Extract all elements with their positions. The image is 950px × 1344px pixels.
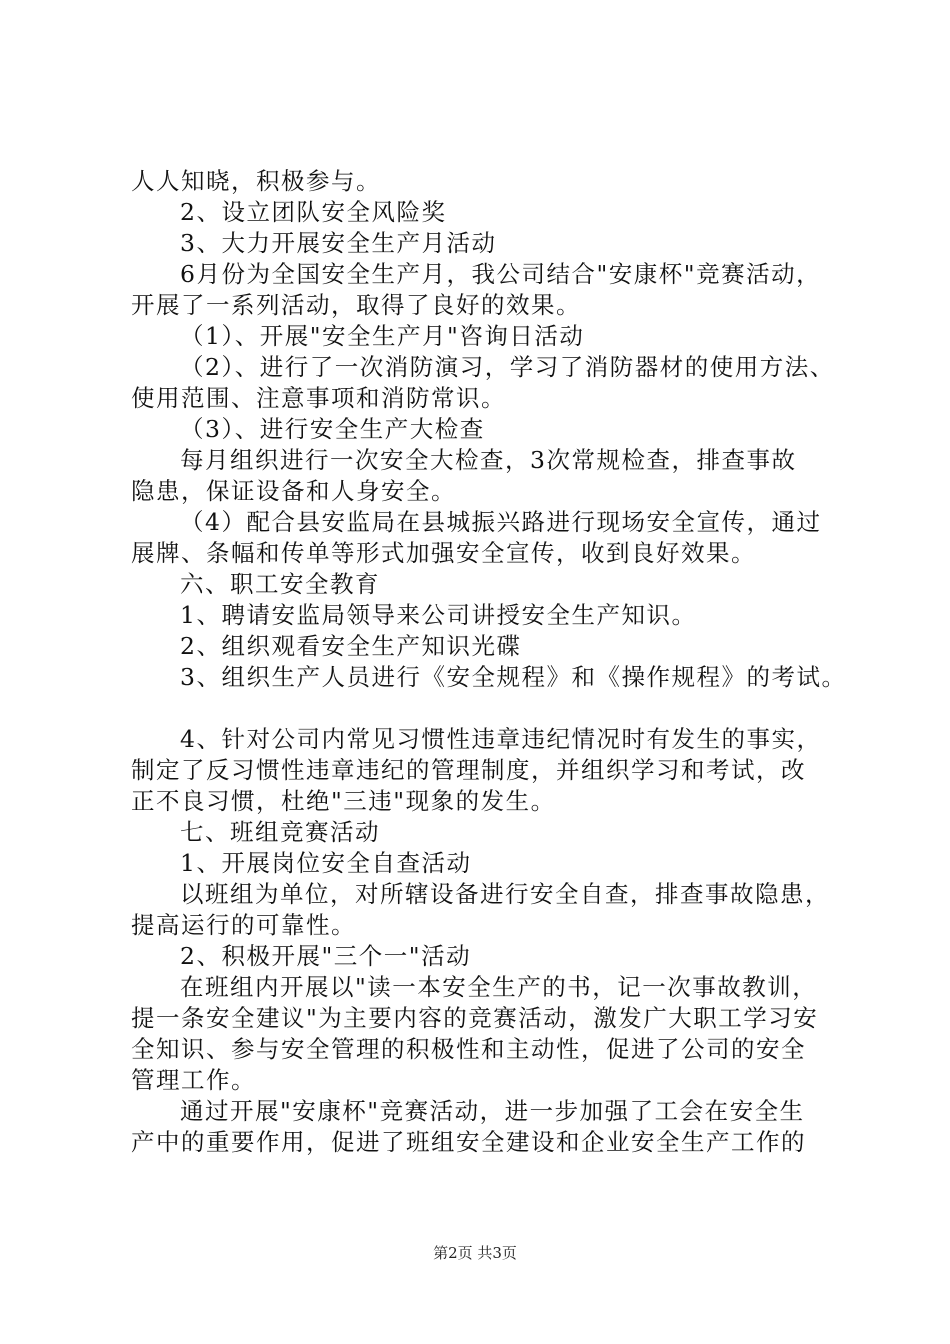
section-heading: 六、职工安全教育 xyxy=(180,570,380,598)
paragraph-line: 使用范围、注意事项和消防常识。 xyxy=(131,384,506,412)
paragraph-line: 人人知晓，积极参与。 xyxy=(131,167,381,195)
paragraph-line: 开展了一系列活动，取得了良好的效果。 xyxy=(131,291,581,319)
paragraph-line: （4）配合县安监局在县城振兴路进行现场安全宣传，通过 xyxy=(180,508,822,536)
paragraph-line: 2、设立团队安全风险奖 xyxy=(180,198,447,226)
paragraph-line: 在班组内开展以"读一本安全生产的书，记一次事故教训， xyxy=(180,973,818,1001)
paragraph-line: 2、积极开展"三个一"活动 xyxy=(180,942,472,970)
paragraph-line: 4、针对公司内常见习惯性违章违纪情况时有发生的事实， xyxy=(180,725,822,753)
paragraph-line: 管理工作。 xyxy=(131,1066,256,1094)
paragraph-line: （3）、进行安全生产大检查 xyxy=(180,415,485,443)
paragraph-line: 每月组织进行一次安全大检查，3次常规检查，排查事故 xyxy=(180,446,797,474)
paragraph-line: 全知识、参与安全管理的积极性和主动性，促进了公司的安全 xyxy=(131,1035,806,1063)
paragraph-line: 通过开展"安康杯"竞赛活动，进一步加强了工会在安全生 xyxy=(180,1097,805,1125)
paragraph-line: 3、大力开展安全生产月活动 xyxy=(180,229,497,257)
paragraph-line: （1）、开展"安全生产月"咨询日活动 xyxy=(180,322,585,350)
paragraph-line: 展牌、条幅和传单等形式加强安全宣传，收到良好效果。 xyxy=(131,539,756,567)
paragraph-line: 1、开展岗位安全自查活动 xyxy=(180,849,472,877)
paragraph-line: 以班组为单位，对所辖设备进行安全自查，排查事故隐患， xyxy=(180,880,830,908)
paragraph-line: 1、聘请安监局领导来公司讲授安全生产知识。 xyxy=(180,601,697,629)
paragraph-line: 提一条安全建议"为主要内容的竞赛活动，激发广大职工学习安 xyxy=(131,1004,819,1032)
paragraph-line: 提高运行的可靠性。 xyxy=(131,911,356,939)
paragraph-line: 隐患，保证设备和人身安全。 xyxy=(131,477,456,505)
document-body xyxy=(131,166,851,1158)
paragraph-line: （2）、进行了一次消防演习，学习了消防器材的使用方法、 xyxy=(180,353,835,381)
blank-line xyxy=(131,693,851,724)
paragraph-line: 产中的重要作用，促进了班组安全建设和企业安全生产工作的 xyxy=(131,1128,806,1156)
paragraph-line: 制定了反习惯性违章违纪的管理制度，并组织学习和考试，改 xyxy=(131,756,806,784)
page-number-footer: 第2页 共3页 xyxy=(433,1244,517,1262)
section-heading: 七、班组竞赛活动 xyxy=(180,818,380,846)
paragraph-line: 正不良习惯，杜绝"三违"现象的发生。 xyxy=(131,787,556,815)
paragraph-line: 6月份为全国安全生产月，我公司结合"安康杯"竞赛活动， xyxy=(180,260,822,288)
paragraph-line: 2、组织观看安全生产知识光碟 xyxy=(180,632,522,660)
paragraph-line: 3、组织生产人员进行《安全规程》和《操作规程》的考试。 xyxy=(180,663,847,691)
